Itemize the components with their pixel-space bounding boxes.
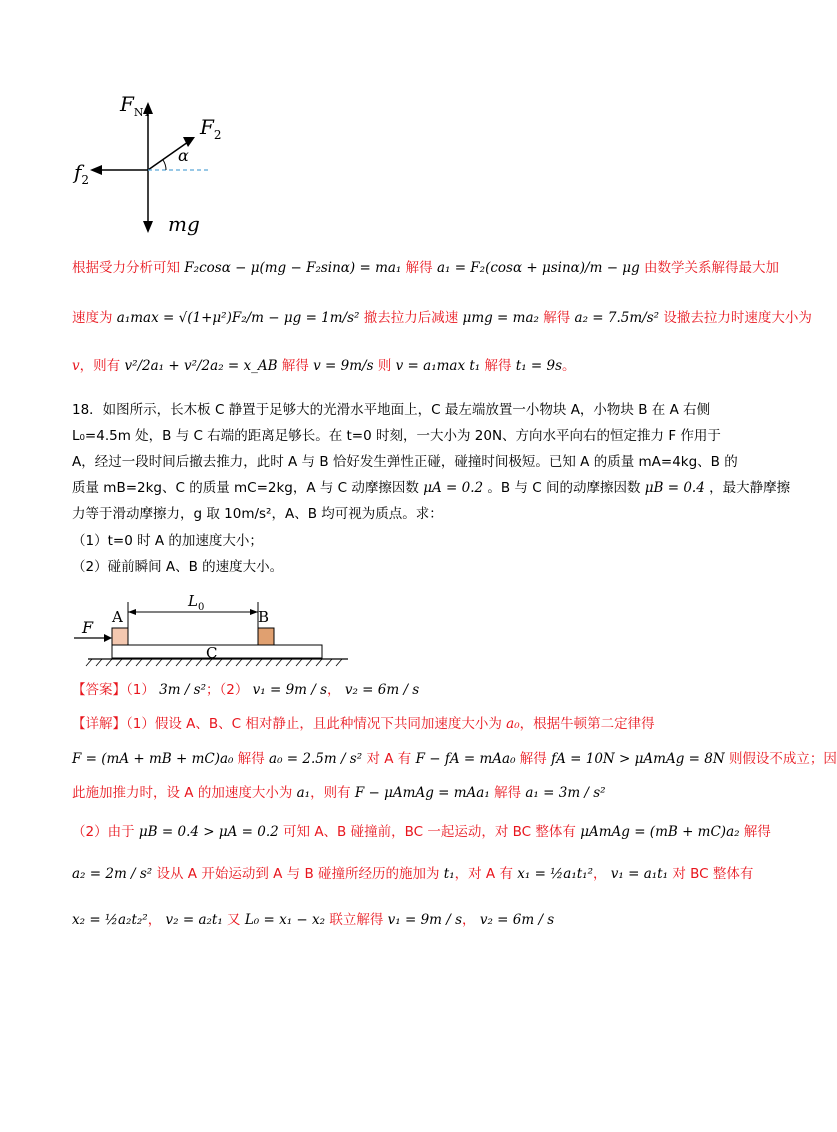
detail-text: ，则有: [310, 785, 351, 801]
detail-text: ，根据牛顿第二定律得: [519, 716, 655, 732]
detail-equation: v₁ = a₁t₁: [610, 866, 669, 882]
question-1: （1）t=0 时 A 的加速度大小；: [72, 533, 263, 549]
prev-equation: v = a₁max t₁: [395, 358, 481, 374]
prev-equation: a₁ = F₂(cosα + μsinα)/m − μg: [436, 260, 640, 276]
prev-equation: v = 9m/s: [313, 358, 374, 374]
prev-equation: μmg = ma₂: [462, 310, 539, 326]
prev-text: 撤去拉力后减速: [363, 310, 459, 326]
friction-label: $f_2$: [74, 160, 90, 187]
prev-text: 根据受力分析可知: [72, 260, 180, 276]
answer-line: [72, 680, 419, 700]
detail-equation: v₁ = 9m / s: [387, 912, 463, 928]
detail-tag: 【详解】: [72, 716, 126, 732]
dimension-arrow-left: [128, 609, 136, 615]
prev-line-1: [72, 258, 779, 278]
force-diagram-svg: [60, 90, 260, 250]
detail-text: 联立解得: [329, 912, 384, 928]
detail-equation: fA = 10N > μAmAg = 8N: [551, 751, 725, 767]
detail-var: a₀: [506, 716, 520, 732]
detail-equation: v₂ = 6m / s: [479, 912, 555, 928]
detail-equation: a₁ = 3m / s²: [525, 785, 606, 801]
problem-line: 18．如图所示，长木板 C 静置于足够大的光滑水平地面上，C 最左端放置一小物块 A，小物块 B 在 A 右侧: [72, 402, 711, 418]
detail-equation: L₀ = x₁ − x₂: [244, 912, 326, 928]
detail-text: 对 BC 整体有: [672, 866, 754, 882]
prev-equation: F₂cosα − μ(mg − F₂sinα) = ma₁: [184, 260, 402, 276]
prev-equation: v²/2a₁ + v²/2a₂ = x_AB: [124, 358, 278, 374]
block-b: [258, 628, 274, 645]
answer-text: （1）: [126, 682, 155, 698]
detail-line-4: [72, 822, 771, 842]
detail-line-1: [72, 714, 655, 734]
detail-line-3: [72, 783, 606, 803]
prev-text: 解得: [543, 310, 571, 326]
prev-text: 。: [562, 358, 576, 374]
weight-arrowhead: [143, 221, 153, 233]
board-figure: [70, 590, 360, 670]
problem-line: [72, 478, 790, 498]
detail-text: ，: [147, 912, 162, 928]
answer-equation: 3m / s²: [159, 682, 207, 698]
detail-text: （1）假设 A、B、C 相对静止，且此种情况下共同加速度大小为: [126, 716, 502, 732]
prev-text: 则: [377, 358, 392, 374]
problem-text: 质量 mB=2kg、C 的质量 mC=2kg，A 与 C 动摩擦因数: [72, 480, 419, 496]
answer-text: ，: [327, 682, 341, 698]
detail-equation: x₁ = ½a₁t₁²: [517, 866, 593, 882]
detail-equation: F = (mA + mB + mC)a₀: [72, 751, 234, 767]
detail-line-2: [72, 749, 837, 769]
detail-line-5: [72, 864, 753, 884]
block-b-label: B: [258, 608, 270, 626]
prev-text: 速度为: [72, 310, 113, 326]
block-a-label: A: [112, 608, 123, 626]
problem-text: 。B 与 C 间的动摩擦因数: [487, 480, 641, 496]
prev-var: v: [72, 358, 80, 374]
detail-equation: μB = 0.4 > μA = 0.2: [138, 824, 279, 840]
detail-text: 又: [227, 912, 241, 928]
problem-equation: μA = 0.2: [423, 480, 484, 496]
detail-text: ，: [592, 866, 607, 882]
prev-text: 解得: [281, 358, 309, 374]
detail-text: 对 A 有: [366, 751, 412, 767]
problem-text: ，最大静摩擦: [709, 480, 791, 496]
prev-text: 解得: [484, 358, 512, 374]
normal-force-label: $F_{N1}$: [120, 92, 151, 119]
alpha-label: α: [178, 146, 189, 165]
detail-text: 则假设不成立；因: [728, 751, 837, 767]
detail-equation: x₂ = ½a₂t₂²: [72, 912, 148, 928]
prev-text: ，则有: [79, 358, 121, 374]
block-a: [112, 628, 128, 645]
answer-tag: 【答案】: [72, 682, 126, 698]
detail-text: 解得: [743, 824, 771, 840]
detail-equation: F − μAmAg = mAa₁: [354, 785, 490, 801]
prev-text: 由数学关系解得最大加: [644, 260, 780, 276]
prev-text: 设撤去拉力时速度大小为: [663, 310, 812, 326]
dimension-arrow-right: [250, 609, 258, 615]
answer-equation: v₂ = 6m / s: [344, 682, 420, 698]
detail-equation: v₂ = a₂t₁: [165, 912, 223, 928]
prev-line-2: [72, 308, 812, 328]
detail-text: 设从 A 开始运动到 A 与 B 碰撞所经历的施加为: [156, 866, 440, 882]
problem-equation: μB = 0.4: [644, 480, 705, 496]
detail-text: 解得: [519, 751, 547, 767]
question-2: （2）碰前瞬间 A、B 的速度大小。: [72, 559, 284, 575]
detail-equation: a₂ = 2m / s²: [72, 866, 153, 882]
problem-line: A，经过一段时间后撤去推力，此时 A 与 B 恰好发生弹性正碰，碰撞时间极短。已知 A 的质量 mA=4kg、B 的: [72, 454, 738, 470]
weight-label: mg: [168, 212, 200, 236]
detail-text: 解得: [237, 751, 265, 767]
prev-equation: a₂ = 7.5m/s²: [574, 310, 660, 326]
problem-line: L₀=4.5m 处，B 与 C 右端的距离足够长。在 t=0 时刻，一大小为 20N、方向水平向右的恒定推力 F 作用于: [72, 428, 721, 444]
detail-var: a₁: [296, 785, 311, 801]
detail-equation: F − fA = mAa₀: [415, 751, 516, 767]
detail-line-6: [72, 910, 554, 930]
answer-equation: v₁ = 9m / s: [252, 682, 328, 698]
detail-text: 解得: [494, 785, 522, 801]
detail-text: ，对 A 有: [454, 866, 513, 882]
detail-text: ，: [462, 912, 476, 928]
prev-equation: t₁ = 9s: [515, 358, 563, 374]
problem-line: 力等于滑动摩擦力，g 取 10m/s²，A、B 均可视为质点。求：: [72, 506, 443, 522]
f2-label: $F_2$: [200, 115, 222, 142]
detail-text: 可知 A、B 碰撞前，BC 一起运动，对 BC 整体有: [283, 824, 576, 840]
detail-equation: a₀ = 2.5m / s²: [269, 751, 363, 767]
detail-var: t₁: [443, 866, 455, 882]
prev-line-3: [72, 356, 576, 376]
force-arrowhead: [104, 634, 112, 642]
friction-arrowhead: [90, 165, 102, 175]
board-c-label: C: [206, 644, 218, 662]
alpha-arc: [163, 160, 166, 170]
force-label: F: [82, 618, 94, 637]
detail-text: （2）由于: [72, 824, 135, 840]
distance-label: $L_0$: [188, 592, 205, 613]
answer-text: ；（2）: [206, 682, 249, 698]
detail-equation: μAmAg = (mB + mC)a₂: [580, 824, 740, 840]
detail-text: 此施加推力时，设 A 的加速度大小为: [72, 785, 293, 801]
prev-text: 解得: [405, 260, 433, 276]
free-body-diagram: [60, 90, 260, 250]
prev-equation: a₁max = √(1+μ²)F₂/m − μg = 1m/s²: [116, 310, 360, 326]
